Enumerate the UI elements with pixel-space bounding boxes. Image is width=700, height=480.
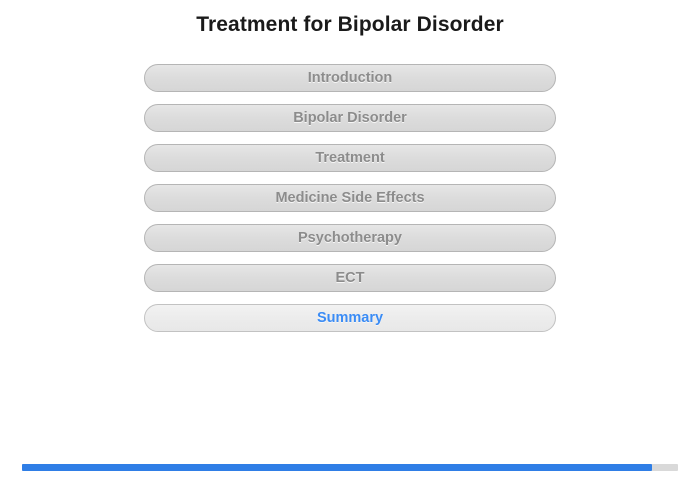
menu-item-label: Summary (316, 310, 384, 326)
menu-item-treatment[interactable] (144, 144, 556, 172)
footer-bar (0, 458, 700, 480)
menu-item-psychotherapy[interactable] (144, 224, 556, 252)
menu-item-bipolar-disorder[interactable] (144, 104, 556, 132)
menu-item-label: Psychotherapy (298, 230, 402, 246)
menu-item-label: Treatment (315, 150, 385, 166)
menu-item-label: Medicine Side Effects (275, 190, 425, 206)
menu-item-ect[interactable] (144, 264, 556, 292)
menu-item-label: Introduction (307, 70, 393, 86)
menu-item-label: Bipolar Disorder (293, 110, 407, 126)
page-title: Treatment for Bipolar Disorder (196, 13, 504, 36)
progress-bar[interactable] (22, 464, 678, 471)
progress-bar-fill (22, 464, 652, 471)
menu-item-introduction[interactable] (144, 64, 556, 92)
menu-item-summary[interactable] (144, 304, 556, 332)
menu-item-label: ECT (335, 270, 365, 286)
chapter-menu (0, 64, 700, 332)
menu-item-medicine-side-effects[interactable] (144, 184, 556, 212)
